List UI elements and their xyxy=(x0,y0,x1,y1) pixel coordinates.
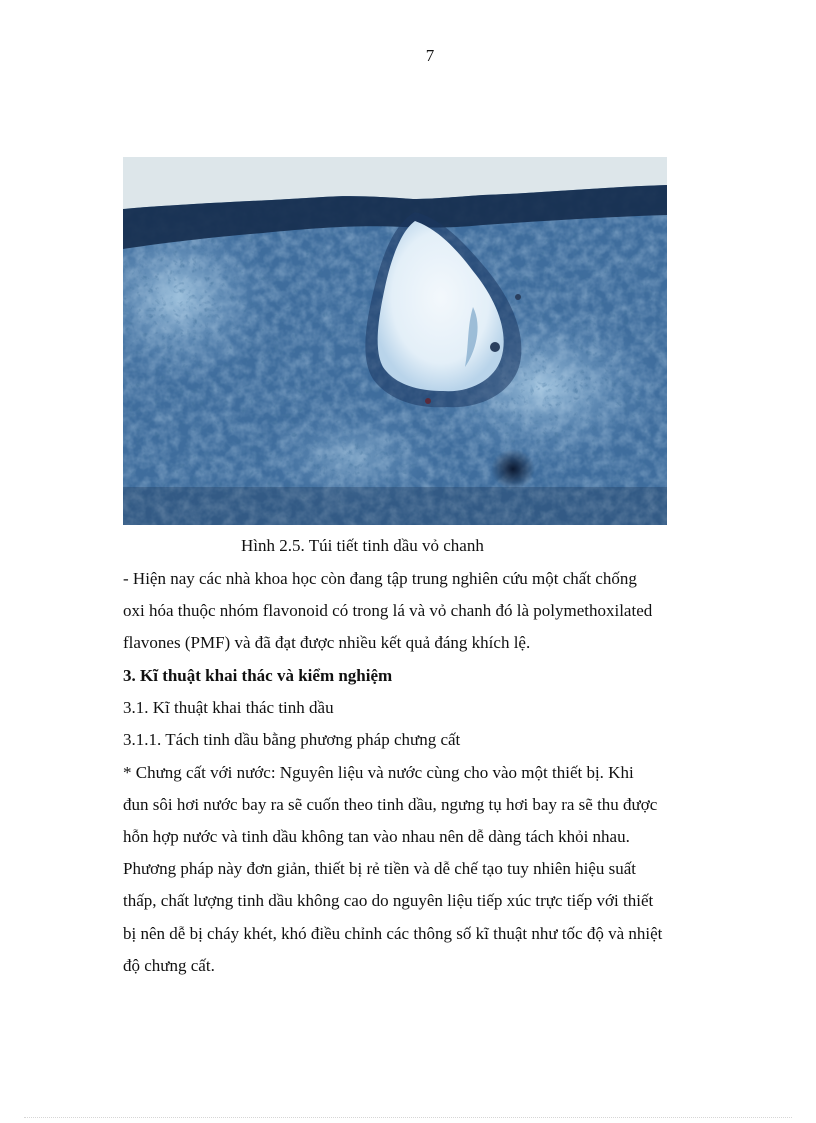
page-number: 7 xyxy=(425,46,435,65)
section-heading: 3. Kĩ thuật khai thác và kiểm nghiệm xyxy=(123,666,393,685)
paragraph-line: hỗn hợp nước và tinh dầu không tan vào nhau nên dễ dàng tách khỏi nhau. xyxy=(123,827,630,846)
paragraph-line: bị nên dễ bị cháy khét, khó điều chỉnh các thông số kĩ thuật như tốc độ và nhiệt xyxy=(123,924,663,943)
paragraph-line: đun sôi hơi nước bay ra sẽ cuốn theo tinh dầu, ngưng tụ hơi bay ra sẽ thu được xyxy=(123,795,658,814)
cavity-debris xyxy=(515,294,521,300)
paragraph-line: độ chưng cất. xyxy=(123,956,215,975)
paragraph-line: thấp, chất lượng tinh dầu không cao do nguyên liệu tiếp xúc trực tiếp với thiết xyxy=(123,891,654,910)
micrograph-figure xyxy=(123,157,667,525)
cavity-debris xyxy=(425,398,431,404)
page-bottom-border xyxy=(24,1117,792,1118)
paragraph-line: Phương pháp này đơn giản, thiết bị rẻ tiền và dễ chế tạo tuy nhiên hiệu suất xyxy=(123,859,636,878)
paragraph-line: - Hiện nay các nhà khoa học còn đang tập trung nghiên cứu một chất chống xyxy=(123,569,637,588)
cavity-debris xyxy=(490,342,500,352)
figure-caption: Hình 2.5. Túi tiết tinh dầu vỏ chanh xyxy=(241,536,484,555)
paragraph-line: * Chưng cất với nước: Nguyên liệu và nước cùng cho vào một thiết bị. Khi xyxy=(123,763,634,782)
micrograph-image xyxy=(123,157,667,525)
dark-spot xyxy=(491,449,535,489)
paragraph-line: flavones (PMF) và đã đạt được nhiều kết quả đáng khích lệ. xyxy=(123,633,531,652)
bottom-shade xyxy=(123,487,667,525)
subsection-heading: 3.1. Kĩ thuật khai thác tinh dầu xyxy=(123,698,334,717)
paragraph-line: oxi hóa thuộc nhóm flavonoid có trong lá và vỏ chanh đó là polymethoxilated xyxy=(123,601,653,620)
subsubsection-heading: 3.1.1. Tách tinh dầu bằng phương pháp chưng cất xyxy=(123,730,461,749)
